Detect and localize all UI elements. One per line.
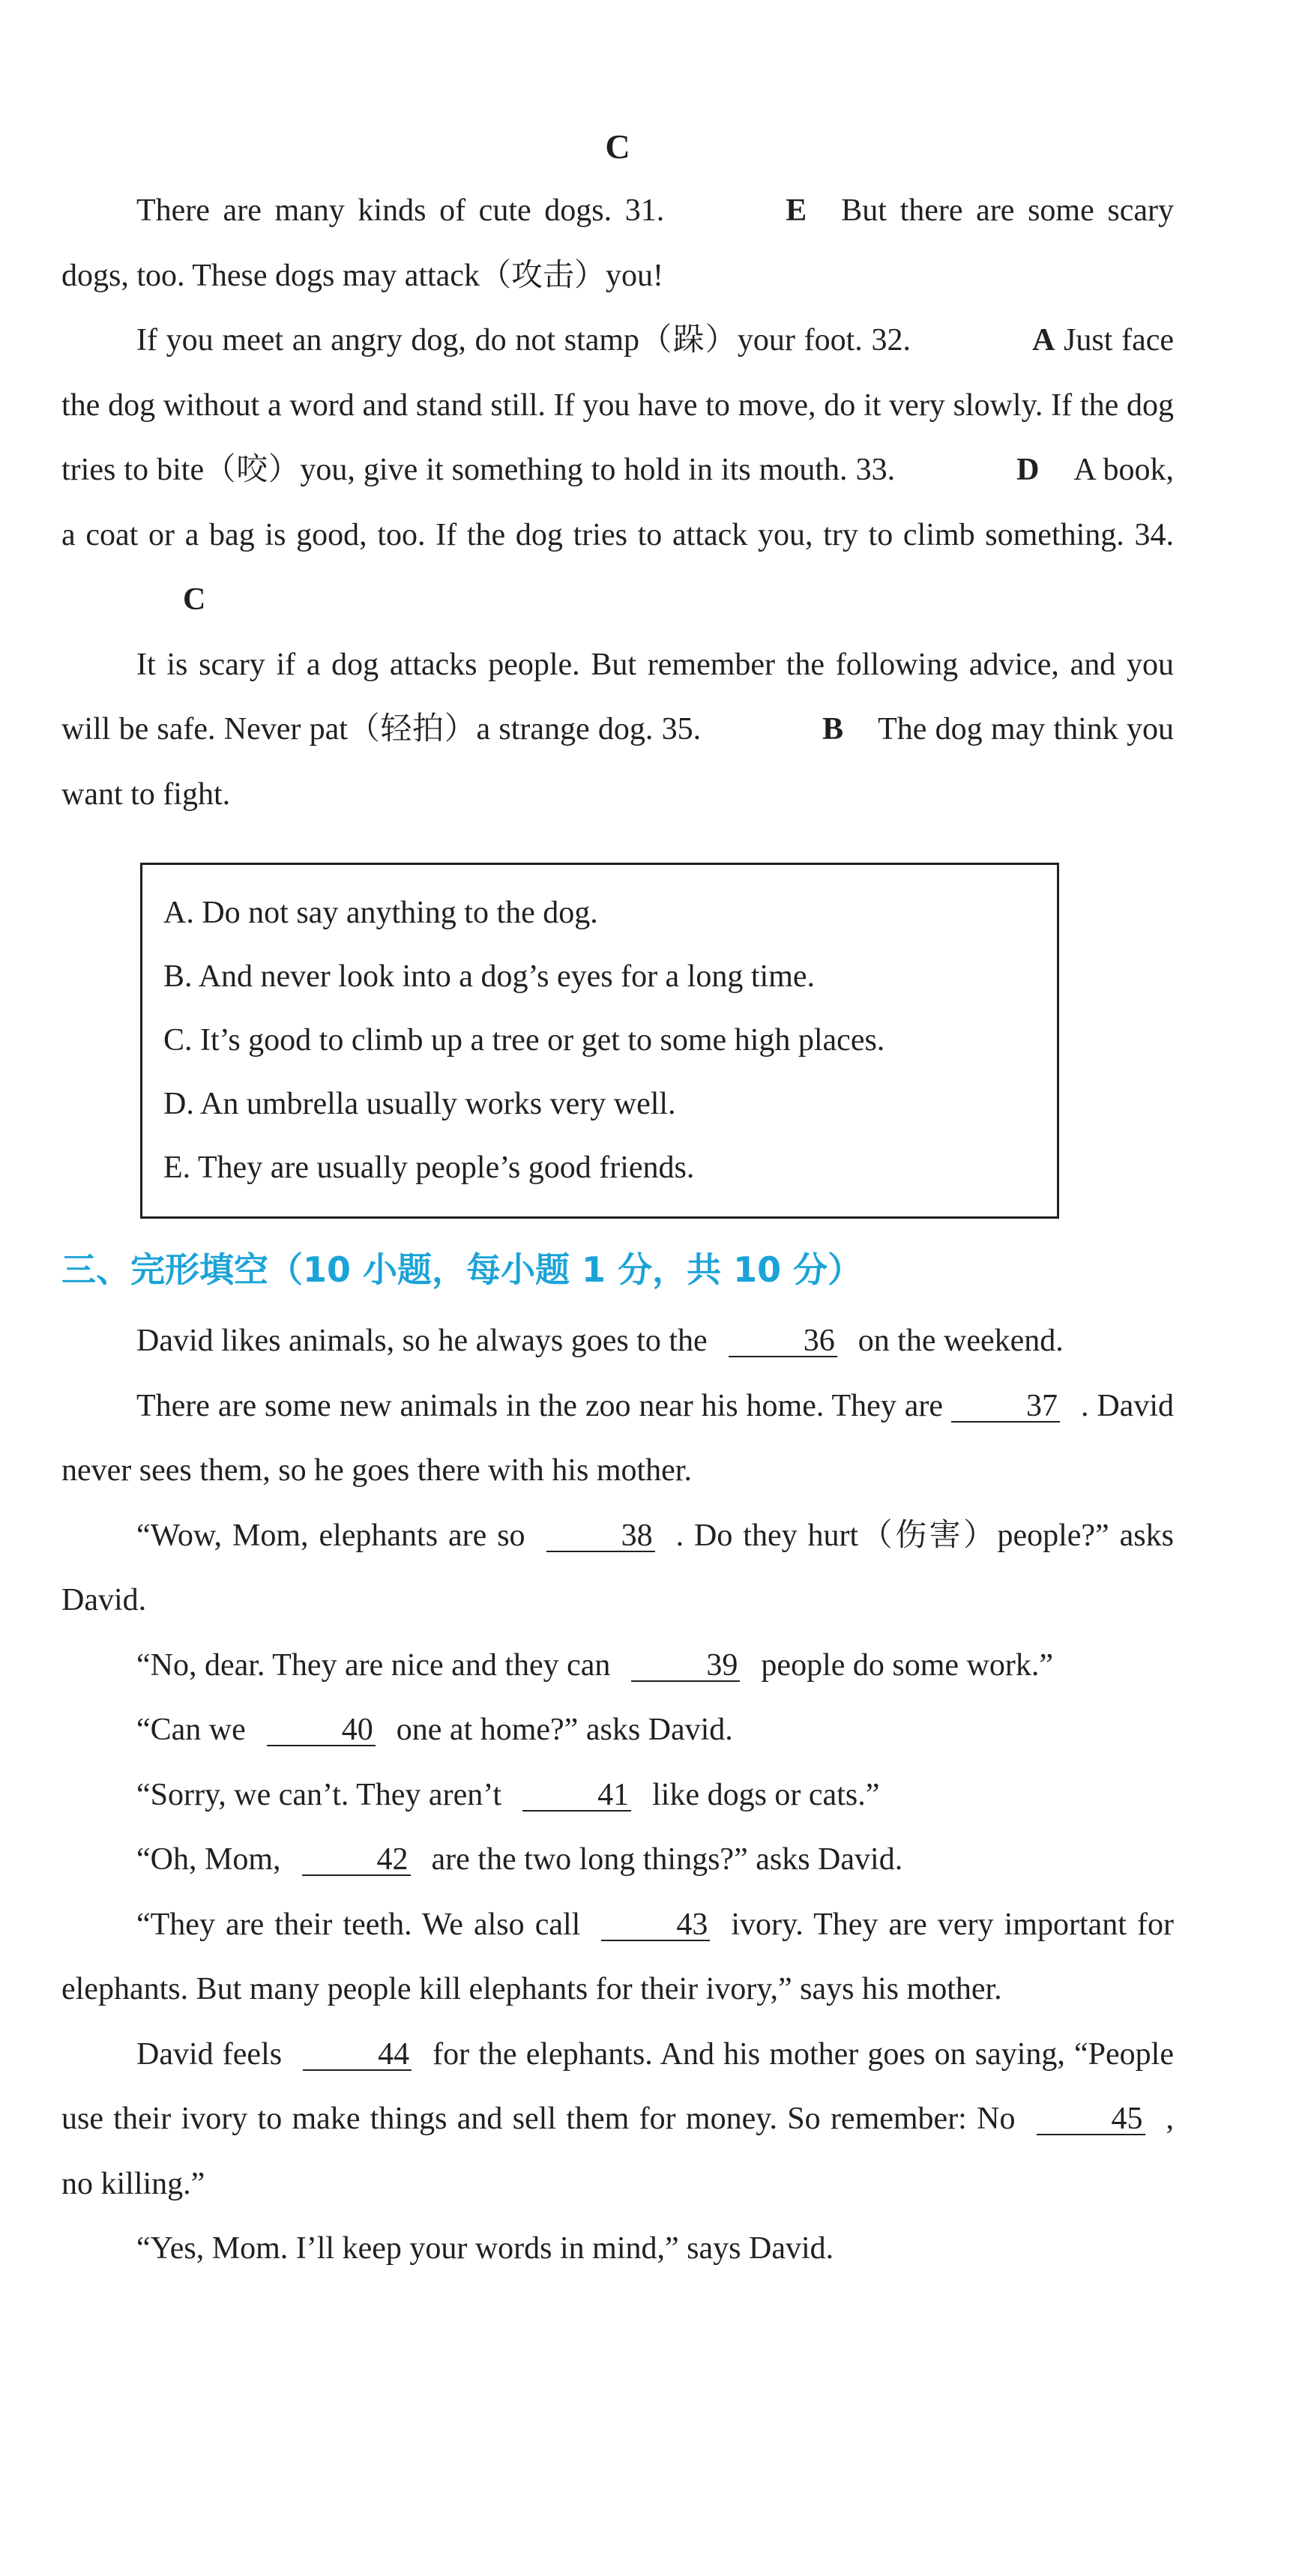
option-b: B. And never look into a dog’s eyes for a long time.: [163, 959, 816, 994]
paragraph-text: David feels: [136, 2036, 283, 2072]
cloze-paragraph-4: [61, 1633, 1174, 1698]
paragraph-text: for the elephants. And his mother goes on saying, “People use their ivory to make things and sell them for money. So remember: No: [61, 2036, 1174, 2136]
cloze-paragraph-2: [61, 1374, 1174, 1503]
paragraph-text: one at home?” asks David.: [396, 1713, 733, 1747]
option-d: D. An umbrella usually works very well.: [163, 1087, 676, 1121]
paragraph-text: . David never sees them, so he goes there with his mother.: [61, 1388, 1174, 1488]
paragraph-text: ivory. They are very important for elephants. But many people kill elephants for their ivory,” says his mother.: [61, 1907, 1175, 2006]
section-c-heading: C: [605, 127, 630, 166]
blank-37: 37: [951, 1391, 1060, 1423]
paragraph-text: are the two long things?” asks David.: [431, 1842, 903, 1877]
paragraph-text: A book, a coat or a bag is good, too. If the dog tries to attack you, try to climb something. 34.: [61, 453, 1174, 552]
blank-44: 44: [303, 2039, 412, 2071]
answer-32: A: [1031, 323, 1055, 358]
paragraph-text: But there are some scary dogs, too. These dogs may attack（攻击）you!: [61, 193, 1174, 293]
paragraph-text: It is scary if a dog attacks people. But remember the following advice, and you will be safe. Never pat（轻拍）a strange dog. 35.: [61, 647, 1174, 746]
paragraph-text: David likes animals, so he always goes to the: [136, 1324, 708, 1358]
blank-36: 36: [729, 1326, 837, 1357]
passage-paragraph-2: [61, 308, 1174, 633]
paragraph-text: “Can we: [136, 1713, 246, 1747]
paragraph-text: on the weekend.: [858, 1324, 1064, 1358]
blank-43: 43: [601, 1910, 710, 1941]
paragraph-text: There are many kinds of cute dogs. 31.: [136, 193, 665, 228]
answer-31: E: [786, 193, 807, 228]
blank-41: 41: [522, 1780, 631, 1812]
paragraph-text: “Wow, Mom, elephants are so: [136, 1518, 525, 1553]
paragraph-text: “They are their teeth. We also call: [136, 1907, 581, 1942]
paragraph-text: The dog may think you want to fight.: [61, 712, 1174, 812]
passage-paragraph-3: [61, 633, 1174, 827]
paragraph-text: “Sorry, we can’t. They aren’t: [136, 1777, 502, 1812]
cloze-paragraph-5: [61, 1698, 1174, 1763]
blank-40: 40: [267, 1715, 376, 1746]
worksheet-page: [61, 112, 1174, 2281]
option-a: A. Do not say anything to the dog.: [163, 896, 598, 930]
paragraph-text: There are some new animals in the zoo near his home. They are: [136, 1388, 944, 1423]
cloze-paragraph-1: [61, 1309, 1174, 1374]
cloze-paragraph-10: [61, 2216, 1174, 2281]
section-3-title: 三、完形填空（10 小题，每小题 1 分，共 10 分）: [61, 1249, 863, 1290]
blank-42: 42: [302, 1844, 411, 1876]
paragraph-text: “Yes, Mom. I’ll keep your words in mind,” says David.: [136, 2231, 834, 2266]
blank-45: 45: [1037, 2104, 1145, 2135]
cloze-paragraph-6: [61, 1763, 1174, 1828]
paragraph-text: Just face the dog without a word and stand still. If you have to move, do it very slowly. If the dog tries to bite（咬）you, give it something to hold in its mouth. 33.: [61, 323, 1174, 487]
paragraph-text: people do some work.”: [761, 1647, 1053, 1683]
blank-38: 38: [546, 1521, 655, 1552]
cloze-paragraph-3: [61, 1503, 1174, 1633]
paragraph-text: If you meet an angry dog, do not stamp（跺）your foot. 32.: [136, 323, 911, 358]
answer-35: B: [822, 712, 844, 746]
paragraph-text: , no killing.”: [61, 2102, 1174, 2201]
option-e: E. They are usually people’s good friends.: [163, 1150, 695, 1185]
option-c: C. It’s good to climb up a tree or get to some high places.: [163, 1023, 885, 1058]
paragraph-text: . Do they hurt（伤害）people?” asks David.: [61, 1518, 1174, 1617]
paragraph-text: “No, dear. They are nice and they can: [136, 1647, 611, 1683]
passage-paragraph-1: [61, 178, 1174, 308]
cloze-paragraph-7: [61, 1827, 1174, 1892]
cloze-paragraph-8: [61, 1892, 1174, 2022]
answer-33: D: [1016, 453, 1040, 487]
answer-34: C: [183, 582, 206, 617]
blank-39: 39: [631, 1650, 740, 1682]
paragraph-text: “Oh, Mom,: [136, 1842, 281, 1877]
cloze-paragraph-9: [61, 2022, 1174, 2217]
paragraph-text: like dogs or cats.”: [652, 1777, 880, 1812]
options-box: [140, 863, 1059, 1219]
